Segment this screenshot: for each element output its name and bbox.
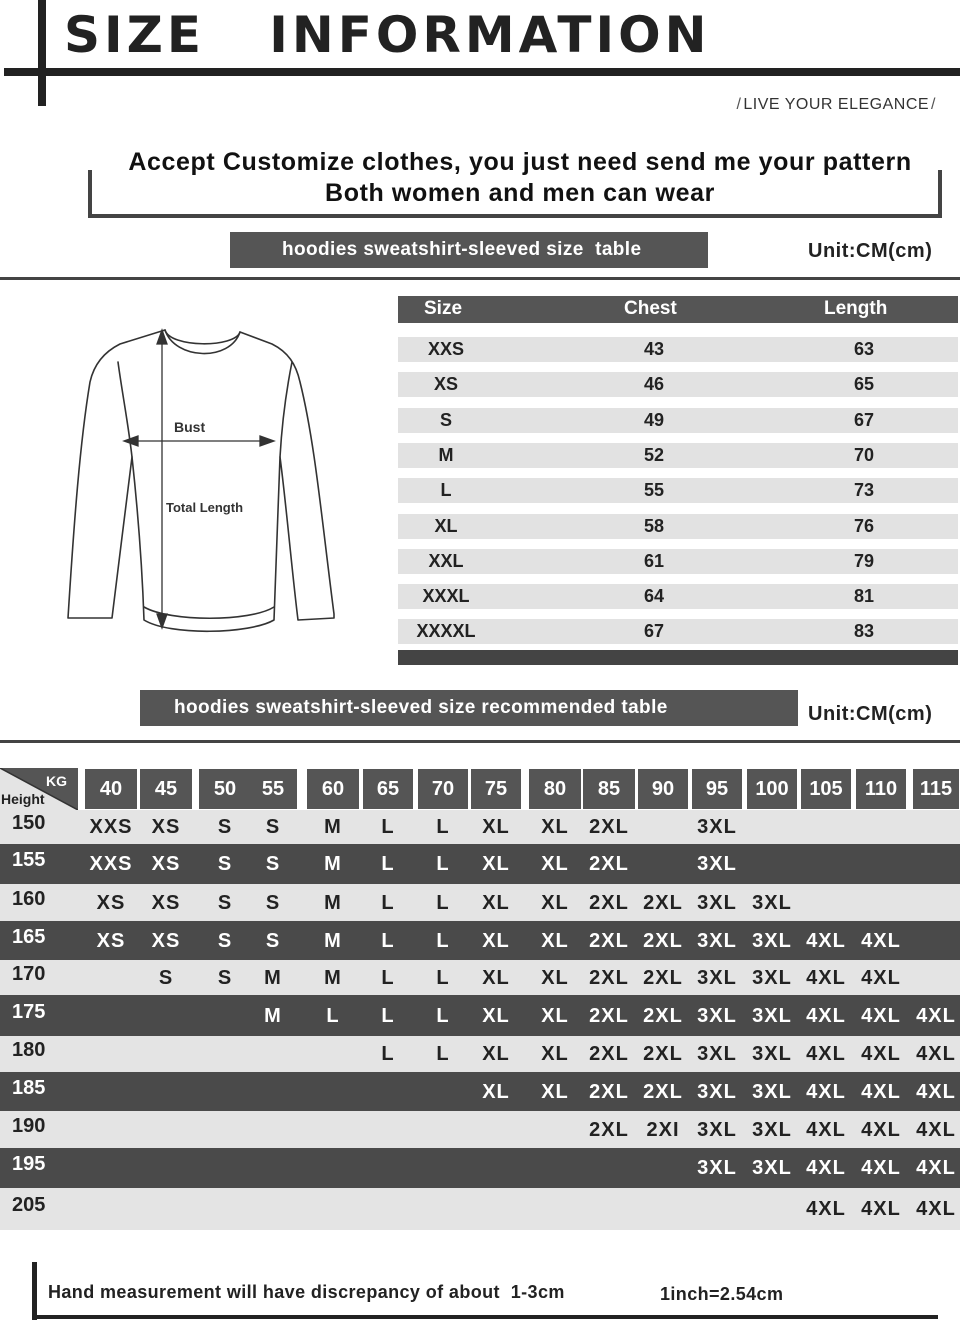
size-recommendation-cell: M xyxy=(324,816,342,838)
size-recommendation-cell: XL xyxy=(482,816,510,838)
size-recommendation-cell: 2XL xyxy=(643,1005,683,1027)
size-recommendation-cell: S xyxy=(217,967,233,989)
size-recommendation-cell: S xyxy=(265,892,281,914)
length-col-header: Length xyxy=(824,298,888,319)
size-recommendation-cell: 2XL xyxy=(589,930,629,952)
size-recommendation-cell: 4XL xyxy=(861,967,901,989)
height-cell: 180 xyxy=(12,1039,46,1061)
recommend-table-row xyxy=(0,884,960,921)
recommend-table-row xyxy=(0,810,960,844)
size-table-row xyxy=(398,337,958,362)
size-table-row xyxy=(398,584,958,609)
height-cell: 165 xyxy=(12,926,46,948)
size-recommendation-cell: XL xyxy=(482,930,510,952)
size-recommendation-cell: XS xyxy=(96,930,126,952)
size-col-header: Size xyxy=(424,298,463,319)
size-table-banner: hoodies sweatshirt-sleeved size table xyxy=(230,232,708,268)
height-cell: 150 xyxy=(12,812,46,834)
size-recommendation-cell: 3XL xyxy=(697,967,737,989)
height-kg-corner xyxy=(0,768,78,810)
size-recommendation-cell: L xyxy=(381,1005,395,1027)
size-recommendation-cell: 3XL xyxy=(752,1005,792,1027)
size-recommendation-cell: 2XL xyxy=(589,853,629,875)
size-recommendation-cell: 2XL xyxy=(589,1119,629,1141)
size-table-header xyxy=(398,296,958,323)
recommend-table-row xyxy=(0,1036,960,1072)
length-cell: 63 xyxy=(853,339,875,359)
size-recommendation-cell: 4XL xyxy=(916,1081,956,1103)
size-recommendation-cell: 2XL xyxy=(589,816,629,838)
size-recommendation-cell: XL xyxy=(541,967,569,989)
size-recommendation-cell: 3XL xyxy=(752,1043,792,1065)
size-recommendation-cell: 3XL xyxy=(697,816,737,838)
size-recommendation-cell: S xyxy=(265,816,281,838)
size-recommendation-cell: 3XL xyxy=(697,1043,737,1065)
size-recommendation-cell: 4XL xyxy=(916,1157,956,1179)
size-table-row xyxy=(398,478,958,503)
size-table-footer-bar xyxy=(398,650,958,665)
recommend-table-row xyxy=(0,844,960,884)
size-recommendation-cell: 3XL xyxy=(697,1119,737,1141)
custom-notice-line2: Both women and men can wear xyxy=(325,179,715,207)
height-cell: 170 xyxy=(12,963,46,985)
size-recommendation-cell: 3XL xyxy=(697,1081,737,1103)
size-recommendation-cell: 2XL xyxy=(589,1043,629,1065)
size-recommendation-cell: M xyxy=(264,1005,282,1027)
weight-header-cell: 95 xyxy=(692,769,742,809)
slash-right-glyph: / xyxy=(931,96,936,113)
size-recommendation-cell: 4XL xyxy=(861,1081,901,1103)
size-recommendation-cell: XL xyxy=(482,967,510,989)
size-cell: XS xyxy=(433,374,458,395)
size-recommendation-cell: 4XL xyxy=(861,1119,901,1141)
weight-header-cell: 105 xyxy=(801,769,851,809)
size-cell: XL xyxy=(434,515,458,536)
size-recommendation-cell: L xyxy=(381,816,395,838)
size-recommendation-cell: 4XL xyxy=(861,1005,901,1027)
size-recommendation-cell: XL xyxy=(482,853,510,875)
size-table-row xyxy=(398,372,958,397)
size-table-row xyxy=(398,408,958,433)
sweater-outline xyxy=(68,330,334,631)
weight-header-cell: 80 xyxy=(529,769,581,809)
size-recommendation-cell: 4XL xyxy=(806,967,846,989)
size-recommendation-cell: L xyxy=(381,892,395,914)
length-cell: 79 xyxy=(853,550,875,571)
size-recommendation-cell: 3XL xyxy=(697,1005,737,1027)
height-cell: 195 xyxy=(12,1153,46,1175)
title-horizontal-bar xyxy=(4,68,960,76)
size-recommendation-cell: 4XL xyxy=(916,1119,956,1141)
size-recommendation-cell: M xyxy=(324,967,342,989)
size-recommendation-cell: 4XL xyxy=(861,930,901,952)
size-recommendation-cell: S xyxy=(265,853,281,875)
recommend-table-row xyxy=(0,995,960,1036)
size-recommendation-cell: S xyxy=(217,892,233,914)
chest-cell: 64 xyxy=(643,586,665,607)
size-recommendation-cell: L xyxy=(436,930,450,952)
weight-header-cell: 65 xyxy=(363,769,413,809)
sweater-diagram xyxy=(60,322,350,642)
size-recommendation-cell: 2XL xyxy=(589,1005,629,1027)
length-cell: 81 xyxy=(853,586,875,607)
size-recommendation-cell: L xyxy=(381,853,395,875)
size-table-row xyxy=(398,619,958,644)
weight-header-cell: 75 xyxy=(471,769,521,809)
size-cell: M xyxy=(438,444,454,465)
length-cell: 83 xyxy=(853,621,875,642)
bust-label: Bust xyxy=(174,419,206,435)
size-recommendation-cell: 2XL xyxy=(589,1081,629,1103)
recommend-table-unit: Unit:CM(cm) xyxy=(808,703,933,725)
size-recommendation-cell: XL xyxy=(482,1043,510,1065)
weight-header-cell: 55 xyxy=(249,769,297,809)
size-recommendation-cell: XXS xyxy=(89,853,133,875)
size-recommendation-cell: 3XL xyxy=(697,1157,737,1179)
size-recommendation-cell: 4XL xyxy=(806,1081,846,1103)
size-recommendation-cell: XS xyxy=(151,853,181,875)
size-recommendation-cell: XL xyxy=(541,1043,569,1065)
size-recommendation-cell: XS xyxy=(151,816,181,838)
size-cell: XXS xyxy=(427,339,465,359)
chest-cell: 49 xyxy=(643,409,665,430)
size-recommendation-cell: 4XL xyxy=(916,1198,956,1220)
size-recommendation-cell: 4XL xyxy=(806,930,846,952)
size-recommendation-cell: L xyxy=(436,1005,450,1027)
length-cell: 67 xyxy=(853,409,875,430)
footer-horizontal-bar xyxy=(32,1315,938,1319)
size-recommendation-cell: 4XL xyxy=(806,1198,846,1220)
size-recommendation-cell: XL xyxy=(482,1081,510,1103)
weight-header-cell: 100 xyxy=(747,769,797,809)
size-recommendation-cell: M xyxy=(324,853,342,875)
size-cell: XXXXL xyxy=(416,621,476,642)
size-recommendation-cell: 2XL xyxy=(643,1081,683,1103)
recommend-table-row xyxy=(0,1148,960,1188)
weight-header-cell: 60 xyxy=(307,769,359,809)
size-recommendation-cell: 4XL xyxy=(861,1157,901,1179)
size-recommendation-cell: 3XL xyxy=(697,892,737,914)
custom-notice-line1: Accept Customize clothes, you just need send me your pattern xyxy=(128,148,912,176)
size-recommendation-cell: 3XL xyxy=(752,930,792,952)
size-recommendation-cell: S xyxy=(158,967,174,989)
size-recommendation-cell: 2XL xyxy=(643,967,683,989)
weight-header-cell: 45 xyxy=(140,769,192,809)
size-recommendation-cell: 2XL xyxy=(643,930,683,952)
footer-vertical-bar xyxy=(32,1262,37,1320)
measurement-note: Hand measurement will have discrepancy of about 1-3cm xyxy=(48,1282,565,1302)
recommend-table-row xyxy=(0,960,960,995)
size-recommendation-cell: L xyxy=(326,1005,340,1027)
size-recommendation-cell: 3XL xyxy=(752,1081,792,1103)
size-recommendation-cell: 2XL xyxy=(589,892,629,914)
weight-header-cell: 90 xyxy=(638,769,688,809)
chest-cell: 46 xyxy=(643,374,665,395)
size-recommendation-cell: 4XL xyxy=(806,1005,846,1027)
weight-header-cell: 85 xyxy=(583,769,635,809)
height-cell: 205 xyxy=(12,1194,46,1216)
chest-cell: 52 xyxy=(643,444,665,465)
height-cell: 190 xyxy=(12,1115,46,1137)
size-recommendation-cell: XL xyxy=(541,930,569,952)
size-cell: L xyxy=(440,480,452,501)
size-cell: XXXL xyxy=(422,586,470,607)
size-recommendation-cell: XL xyxy=(482,892,510,914)
length-cell: 65 xyxy=(853,374,875,395)
size-recommendation-cell: XL xyxy=(541,892,569,914)
size-recommendation-cell: M xyxy=(324,892,342,914)
length-cell: 76 xyxy=(853,515,875,536)
page-title: SIZE INFORMATION xyxy=(64,6,711,64)
chest-cell: 61 xyxy=(643,550,665,571)
size-recommendation-cell: 4XL xyxy=(806,1157,846,1179)
size-recommendation-cell: L xyxy=(436,967,450,989)
size-recommendation-cell: 2XL xyxy=(589,967,629,989)
chest-cell: 55 xyxy=(643,480,665,501)
size-table-unit: Unit:CM(cm) xyxy=(808,240,933,262)
weight-header-cell: 50 xyxy=(199,769,251,809)
title-vertical-bar xyxy=(38,0,46,106)
divider-line xyxy=(0,277,960,280)
size-recommendation-cell: 3XL xyxy=(752,1119,792,1141)
size-recommendation-cell: 2XL xyxy=(643,892,683,914)
recommend-table-row xyxy=(0,1188,960,1230)
chest-col-header: Chest xyxy=(624,298,677,319)
chest-cell: 67 xyxy=(643,621,665,642)
tagline-text: LIVE YOUR ELEGANCE xyxy=(743,96,930,113)
size-recommendation-cell: S xyxy=(265,930,281,952)
size-recommendation-cell: 4XL xyxy=(861,1198,901,1220)
height-cell: 160 xyxy=(12,888,46,910)
size-recommendation-cell: S xyxy=(217,853,233,875)
weight-header-cell: 115 xyxy=(913,769,959,809)
size-recommendation-cell: L xyxy=(381,967,395,989)
tagline xyxy=(734,96,938,114)
height-cell: 185 xyxy=(12,1077,46,1099)
size-recommendation-cell: XL xyxy=(541,1081,569,1103)
size-recommendation-cell: L xyxy=(436,816,450,838)
size-recommendation-cell: 3XL xyxy=(752,967,792,989)
size-recommendation-cell: L xyxy=(381,1043,395,1065)
chest-cell: 43 xyxy=(643,339,665,359)
size-recommendation-cell: L xyxy=(381,930,395,952)
size-recommendation-cell: L xyxy=(436,1043,450,1065)
size-table-row xyxy=(398,443,958,468)
size-recommendation-cell: 3XL xyxy=(752,1157,792,1179)
length-cell: 73 xyxy=(853,480,875,501)
weight-header-cell: 110 xyxy=(856,769,906,809)
size-recommendation-cell: 4XL xyxy=(806,1119,846,1141)
size-recommendation-cell: 2XL xyxy=(643,1043,683,1065)
size-recommendation-cell: XS xyxy=(151,892,181,914)
recommend-table-row xyxy=(0,1072,960,1111)
size-recommendation-cell: S xyxy=(217,930,233,952)
recommend-table-row xyxy=(0,1111,960,1148)
slash-left-glyph: / xyxy=(736,96,742,113)
total-length-label: Total Length xyxy=(166,500,244,515)
size-recommendation-cell: XL xyxy=(541,1005,569,1027)
height-cell: 175 xyxy=(12,1001,46,1023)
divider-line xyxy=(0,740,960,743)
size-cell: S xyxy=(439,409,452,430)
size-recommendation-cell: 4XL xyxy=(916,1043,956,1065)
size-recommendation-cell: 2XI xyxy=(646,1119,680,1141)
size-table-row xyxy=(398,549,958,574)
size-recommendation-cell: 3XL xyxy=(752,892,792,914)
size-recommendation-cell: L xyxy=(436,853,450,875)
size-recommendation-cell: 3XL xyxy=(697,853,737,875)
chest-cell: 58 xyxy=(643,515,665,536)
height-label: Height xyxy=(1,791,45,807)
size-recommendation-cell: 4XL xyxy=(916,1005,956,1027)
size-recommendation-cell: L xyxy=(436,892,450,914)
height-cell: 155 xyxy=(12,849,46,871)
size-recommendation-cell: XL xyxy=(541,853,569,875)
size-recommendation-cell: XS xyxy=(151,930,181,952)
size-recommendation-cell: XL xyxy=(541,816,569,838)
size-recommendation-cell: XXS xyxy=(89,816,133,838)
size-recommendation-cell: 3XL xyxy=(697,930,737,952)
size-cell: XXL xyxy=(428,550,464,571)
weight-header-cell: 70 xyxy=(418,769,468,809)
recommend-table-row xyxy=(0,921,960,960)
length-cell: 70 xyxy=(853,444,875,465)
size-recommendation-cell: M xyxy=(264,967,282,989)
size-table-row xyxy=(398,514,958,539)
size-recommendation-cell: 4XL xyxy=(861,1043,901,1065)
size-recommendation-cell: 4XL xyxy=(806,1043,846,1065)
inch-conversion: 1inch=2.54cm xyxy=(660,1284,784,1304)
weight-header-cell: 40 xyxy=(85,769,137,809)
size-recommendation-cell: XL xyxy=(482,1005,510,1027)
kg-label: KG xyxy=(46,773,67,789)
size-recommendation-cell: S xyxy=(217,816,233,838)
recommend-table-banner: hoodies sweatshirt-sleeved size recommended table xyxy=(140,690,798,726)
size-recommendation-cell: M xyxy=(324,930,342,952)
size-recommendation-cell: XS xyxy=(96,892,126,914)
